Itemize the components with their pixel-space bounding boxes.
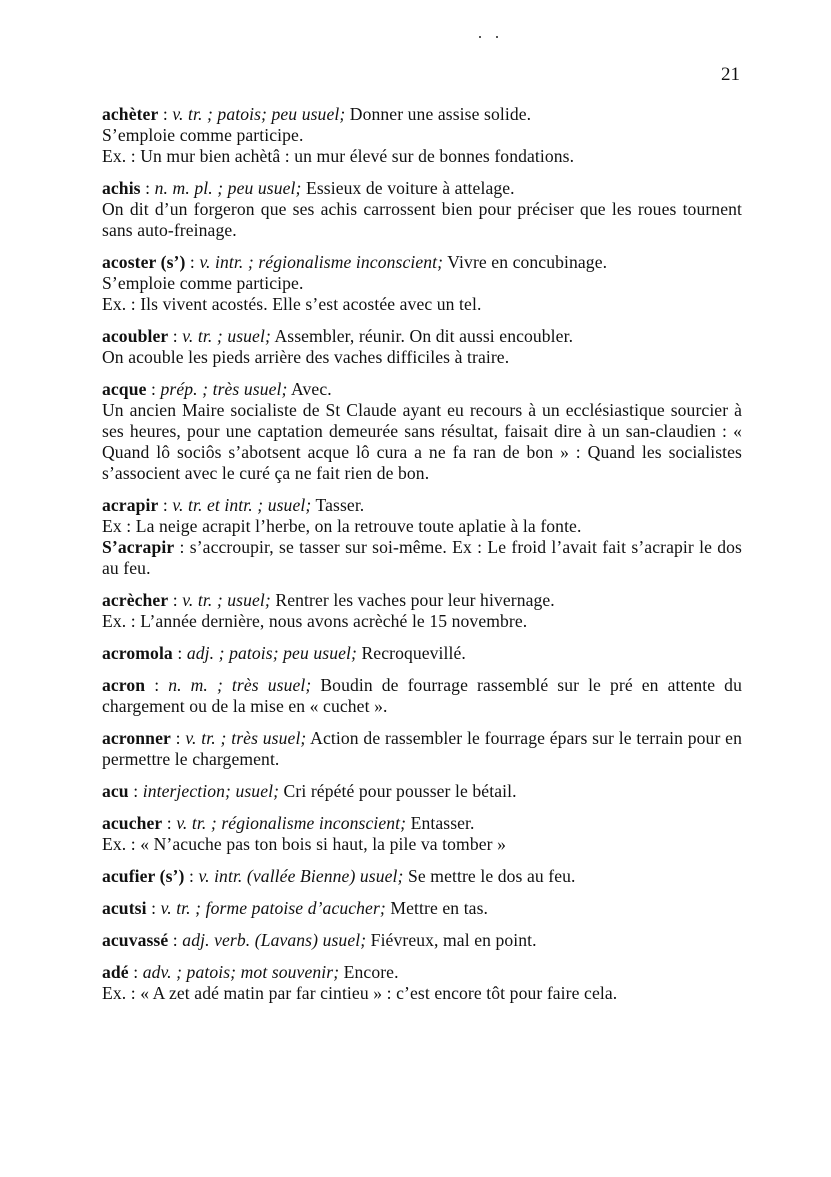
dictionary-entry <box>102 252 742 315</box>
grammar-note: n. m. pl. ; peu usuel; <box>154 178 302 198</box>
separator: : <box>146 898 161 918</box>
sub-entry <box>102 537 742 579</box>
headword: achèter <box>102 104 159 124</box>
dictionary-entry <box>102 781 742 802</box>
dictionary-entries <box>102 104 742 1015</box>
dictionary-entry <box>102 866 742 887</box>
definition: Boudin de fourrage rassemblé sur le pré en attente du chargement ou de la mise en « cuchet ». <box>102 675 742 716</box>
definition: Entasser. <box>406 813 475 833</box>
grammar-note: v. tr. ; usuel; <box>182 590 271 610</box>
dictionary-entry <box>102 898 742 919</box>
grammar-note: adj. ; patois; peu usuel; <box>186 643 357 663</box>
definition: Essieux de voiture à attelage. <box>301 178 515 198</box>
separator: : <box>145 675 169 695</box>
definition: Tasser. <box>311 495 365 515</box>
separator: : <box>184 866 199 886</box>
entry-first-line <box>102 962 742 983</box>
grammar-note: v. intr. ; régionalisme inconscient; <box>199 252 444 272</box>
definition: Assembler, réunir. On dit aussi encoubler. <box>270 326 574 346</box>
separator: : <box>146 379 161 399</box>
grammar-note: v. intr. (vallée Bienne) usuel; <box>198 866 404 886</box>
entry-first-line <box>102 728 742 770</box>
grammar-note: v. tr. ; très usuel; <box>185 728 307 748</box>
grammar-note: v. tr. ; patois; peu usuel; <box>172 104 346 124</box>
entry-first-line <box>102 590 742 611</box>
definition: Recroquevillé. <box>356 643 466 663</box>
headword: acrapir <box>102 495 159 515</box>
entry-first-line <box>102 495 742 516</box>
grammar-note: n. m. ; très usuel; <box>168 675 312 695</box>
dictionary-entry <box>102 930 742 951</box>
entry-first-line <box>102 643 742 664</box>
grammar-note: v. tr. ; forme patoise d’acucher; <box>160 898 386 918</box>
separator: : <box>158 495 173 515</box>
definition: Se mettre le dos au feu. <box>403 866 576 886</box>
grammar-note: prép. ; très usuel; <box>160 379 288 399</box>
entry-first-line <box>102 326 742 347</box>
definition: Fiévreux, mal en point. <box>366 930 537 950</box>
sub-headword: S’acrapir <box>102 537 175 557</box>
definition: Rentrer les vaches pour leur hivernage. <box>270 590 555 610</box>
entry-text-line: Ex. : « A zet adé matin par far cintieu » : c’est encore tôt pour faire cela. <box>102 983 618 1003</box>
definition: Action de rassembler le fourrage épars sur le terrain pour en permettre le chargement. <box>102 728 742 769</box>
definition: Mettre en tas. <box>385 898 489 918</box>
dictionary-entry <box>102 675 742 717</box>
headword: acron <box>102 675 146 695</box>
separator: : <box>185 252 200 272</box>
headword: acque <box>102 379 147 399</box>
headword: acoster (s’) <box>102 252 186 272</box>
separator: : <box>128 962 143 982</box>
entry-text-line: Ex : La neige acrapit l’herbe, on la retrouve toute aplatie à la fonte. <box>102 516 582 536</box>
entry-first-line <box>102 813 742 834</box>
definition: Avec. <box>287 379 332 399</box>
grammar-note: adv. ; patois; mot souvenir; <box>142 962 340 982</box>
separator: : <box>162 813 177 833</box>
headword: acronner <box>102 728 171 748</box>
dictionary-entry <box>102 495 742 579</box>
definition: Vivre en concubinage. <box>443 252 608 272</box>
dictionary-entry <box>102 962 742 1004</box>
entry-text-line: Un ancien Maire socialiste de St Claude ayant eu recours à un ecclésiastique sourcier à ses heures, pour une captation demeurée sans résultat, faisait dire à un san-claudien : « Quand lô sociôs s’abotsent acque lô cura a ne fa ran de bon » : Quand les socialistes s’associent avec le curé ça ne fait rien de bon. <box>102 400 742 483</box>
entry-text-line: S’emploie comme participe. <box>102 273 304 293</box>
separator: : <box>168 930 183 950</box>
separator: : <box>168 590 183 610</box>
grammar-note: v. tr. et intr. ; usuel; <box>172 495 312 515</box>
entry-first-line <box>102 379 742 400</box>
dictionary-entry <box>102 728 742 770</box>
grammar-note: v. tr. ; régionalisme inconscient; <box>176 813 407 833</box>
separator: : <box>170 728 186 748</box>
dictionary-entry <box>102 379 742 484</box>
sub-entry-text: : s’accroupir, se tasser sur soi-même. Ex : Le froid l’avait fait s’acrapir le dos au feu. <box>102 537 742 578</box>
entry-text-line: Ex. : « N’acuche pas ton bois si haut, la pile va tomber » <box>102 834 507 854</box>
scan-speck <box>479 36 481 38</box>
grammar-note: v. tr. ; usuel; <box>182 326 271 346</box>
dictionary-entry <box>102 178 742 241</box>
entry-first-line <box>102 930 742 951</box>
entry-first-line <box>102 104 742 125</box>
headword: acrècher <box>102 590 169 610</box>
headword: acufier (s’) <box>102 866 185 886</box>
entry-first-line <box>102 781 742 802</box>
entry-text-line: S’emploie comme participe. <box>102 125 304 145</box>
entry-first-line <box>102 252 742 273</box>
entry-first-line <box>102 178 742 199</box>
scan-speck <box>496 36 498 38</box>
headword: adé <box>102 962 129 982</box>
entry-first-line <box>102 675 742 717</box>
headword: achis <box>102 178 141 198</box>
dictionary-entry <box>102 590 742 632</box>
dictionary-entry <box>102 813 742 855</box>
headword: acu <box>102 781 129 801</box>
entry-first-line <box>102 866 742 887</box>
entry-first-line <box>102 898 742 919</box>
definition: Donner une assise solide. <box>345 104 532 124</box>
separator: : <box>168 326 183 346</box>
separator: : <box>140 178 155 198</box>
separator: : <box>172 643 187 663</box>
entry-text-line: Ex. : L’année dernière, nous avons acrèché le 15 novembre. <box>102 611 528 631</box>
entry-text-line: On dit d’un forgeron que ses achis carrossent bien pour préciser que les roues tournent sans auto-freinage. <box>102 199 742 240</box>
dictionary-entry <box>102 643 742 664</box>
separator: : <box>128 781 143 801</box>
definition: Cri répété pour pousser le bétail. <box>279 781 517 801</box>
headword: acucher <box>102 813 163 833</box>
separator: : <box>158 104 173 124</box>
entry-text-line: Ex. : Un mur bien achètâ : un mur élevé sur de bonnes fondations. <box>102 146 575 166</box>
headword: acoubler <box>102 326 169 346</box>
dictionary-entry <box>102 104 742 167</box>
headword: acromola <box>102 643 173 663</box>
entry-text-line: On acouble les pieds arrière des vaches difficiles à traire. <box>102 347 510 367</box>
page-number: 21 <box>721 64 740 85</box>
dictionary-entry <box>102 326 742 368</box>
entry-text-line: Ex. : Ils vivent acostés. Elle s’est acostée avec un tel. <box>102 294 482 314</box>
headword: acuvassé <box>102 930 169 950</box>
headword: acutsi <box>102 898 147 918</box>
grammar-note: adj. verb. (Lavans) usuel; <box>182 930 367 950</box>
grammar-note: interjection; usuel; <box>142 781 280 801</box>
definition: Encore. <box>339 962 399 982</box>
